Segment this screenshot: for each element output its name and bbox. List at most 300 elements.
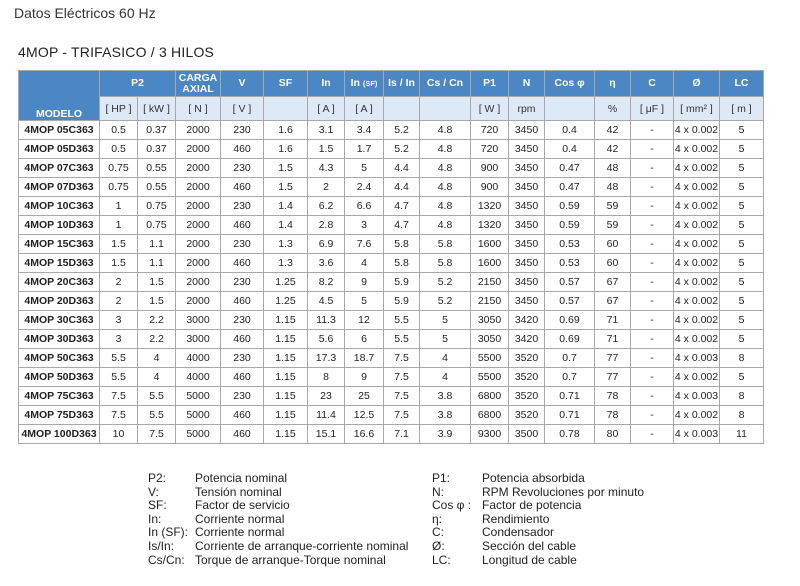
table-cell: 0.53 <box>545 235 595 254</box>
legend-key: V: <box>148 484 159 499</box>
table-cell: - <box>631 330 674 349</box>
table-cell: 230 <box>221 311 264 330</box>
table-cell: 720 <box>471 140 509 159</box>
table-cell: 3450 <box>509 216 545 235</box>
table-cell: - <box>631 140 674 159</box>
table-cell: 900 <box>471 159 509 178</box>
table-cell: 460 <box>221 368 264 387</box>
table-body <box>19 121 764 444</box>
table-cell: 7.5 <box>384 349 420 368</box>
table-cell: 1.5 <box>264 159 308 178</box>
table-cell: 3450 <box>509 178 545 197</box>
table-cell: 4 x 0.002 <box>674 330 720 349</box>
header-c: C <box>631 71 674 97</box>
unit-in: [ A ] <box>308 97 345 121</box>
table-cell: 4.4 <box>384 159 420 178</box>
table-cell: 230 <box>221 235 264 254</box>
table-cell: 3520 <box>509 368 545 387</box>
table-cell: - <box>631 311 674 330</box>
model-cell: 4MOP 50D363 <box>19 368 100 387</box>
table-cell: 3420 <box>509 330 545 349</box>
table-cell: 5.8 <box>420 235 471 254</box>
table-cell: 0.55 <box>138 178 176 197</box>
table-cell: 5 <box>720 121 764 140</box>
table-cell: 4.5 <box>308 292 345 311</box>
legend-key: C: <box>432 525 444 540</box>
table-cell: 1.5 <box>264 178 308 197</box>
table-cell: 0.75 <box>138 197 176 216</box>
table-cell: 42 <box>595 121 631 140</box>
table-cell: 720 <box>471 121 509 140</box>
legend-desc: Potencia absorbida <box>482 471 585 485</box>
legend-item <box>432 499 644 513</box>
table-cell: 3.9 <box>420 425 471 444</box>
table-cell: 4 x 0.002 <box>674 197 720 216</box>
unit-hp: [ HP ] <box>100 97 138 121</box>
table-cell: 25 <box>345 387 384 406</box>
table-cell: 460 <box>221 406 264 425</box>
unit-uf: [ μF ] <box>631 97 674 121</box>
table-cell: 0.59 <box>545 216 595 235</box>
table-cell: - <box>631 368 674 387</box>
table-cell: 5.5 <box>100 368 138 387</box>
table-cell: 67 <box>595 292 631 311</box>
unit-is-in <box>384 97 420 121</box>
table-cell: 1.7 <box>345 140 384 159</box>
table-cell: - <box>631 216 674 235</box>
legend-right <box>432 472 644 567</box>
unit-kw: [ kW ] <box>138 97 176 121</box>
table-cell: 2000 <box>176 235 221 254</box>
table-cell: 2 <box>308 178 345 197</box>
table-cell: 4 x 0.002 <box>674 235 720 254</box>
table-cell: 1.3 <box>264 235 308 254</box>
table-cell: 4.8 <box>420 159 471 178</box>
table-cell: 460 <box>221 178 264 197</box>
table-cell: 1.15 <box>264 425 308 444</box>
model-cell: 4MOP 50C363 <box>19 349 100 368</box>
table-cell: 17.3 <box>308 349 345 368</box>
legend-desc: Torque de arranque-Torque nominal <box>195 552 386 567</box>
table-cell: 5 <box>720 254 764 273</box>
table-cell: 4 x 0.002 <box>674 292 720 311</box>
table-cell: 5000 <box>176 406 221 425</box>
model-cell: 4MOP 07D363 <box>19 178 100 197</box>
table-cell: 48 <box>595 178 631 197</box>
unit-mm2: [ mm² ] <box>674 97 720 121</box>
table-cell: 4.8 <box>420 178 471 197</box>
table-cell: 1.5 <box>100 254 138 273</box>
model-cell: 4MOP 15D363 <box>19 254 100 273</box>
table-cell: 7.5 <box>384 387 420 406</box>
legend-key: P2: <box>148 471 167 485</box>
electrical-data-table <box>18 70 764 444</box>
table-cell: 4 x 0.002 <box>674 406 720 425</box>
model-cell: 4MOP 75C363 <box>19 387 100 406</box>
table-cell: 78 <box>595 406 631 425</box>
table-cell: 4 <box>138 368 176 387</box>
legend-key: Cos φ : <box>432 498 472 513</box>
model-cell: 4MOP 75D363 <box>19 406 100 425</box>
table-cell: 1.1 <box>138 254 176 273</box>
table-cell: 4 x 0.003 <box>674 425 720 444</box>
table-cell: 59 <box>595 197 631 216</box>
table-cell: 460 <box>221 292 264 311</box>
table-cell: 3450 <box>509 121 545 140</box>
table-cell: 12 <box>345 311 384 330</box>
table-cell: 3450 <box>509 197 545 216</box>
table-cell: 3 <box>100 330 138 349</box>
table-cell: 1.1 <box>138 235 176 254</box>
legend-item <box>432 554 644 568</box>
table-cell: 4 x 0.003 <box>674 349 720 368</box>
table-cell: 5.5 <box>138 387 176 406</box>
table-cell: 5 <box>720 330 764 349</box>
header-cs-cn: Cs / Cn <box>420 71 471 97</box>
model-cell: 4MOP 07C363 <box>19 159 100 178</box>
table-cell: - <box>631 425 674 444</box>
table-cell: 5.5 <box>138 406 176 425</box>
table-cell: 67 <box>595 273 631 292</box>
table-cell: 5 <box>420 311 471 330</box>
table-cell: 4 <box>138 349 176 368</box>
table-row <box>19 292 764 311</box>
table-row <box>19 140 764 159</box>
unit-sf <box>264 97 308 121</box>
table-cell: 78 <box>595 387 631 406</box>
header-o: Ø <box>674 71 720 97</box>
table-cell: 8 <box>720 349 764 368</box>
table-cell: 2000 <box>176 254 221 273</box>
header-p1: P1 <box>471 71 509 97</box>
unit-v: [ V ] <box>221 97 264 121</box>
table-cell: 6.2 <box>308 197 345 216</box>
header-v: V <box>221 71 264 97</box>
table-cell: 12.5 <box>345 406 384 425</box>
table-row <box>19 273 764 292</box>
table-cell: 0.59 <box>545 197 595 216</box>
table-cell: - <box>631 387 674 406</box>
table-cell: 3420 <box>509 311 545 330</box>
table-cell: 1.25 <box>264 292 308 311</box>
table-row <box>19 330 764 349</box>
table-cell: - <box>631 349 674 368</box>
table-cell: - <box>631 178 674 197</box>
table-cell: 4.7 <box>384 216 420 235</box>
table-cell: 230 <box>221 349 264 368</box>
table-cell: 1 <box>100 216 138 235</box>
table-cell: 4000 <box>176 349 221 368</box>
table-cell: 4 x 0.002 <box>674 368 720 387</box>
table-cell: 3500 <box>509 425 545 444</box>
table-cell: 3450 <box>509 254 545 273</box>
table-row <box>19 159 764 178</box>
unit-in-sf: [ A ] <box>345 97 384 121</box>
model-cell: 4MOP 10D363 <box>19 216 100 235</box>
legend-key: Ø: <box>432 538 445 553</box>
table-cell: 5 <box>420 330 471 349</box>
table-cell: 8 <box>720 387 764 406</box>
table-cell: 5.8 <box>420 254 471 273</box>
table-cell: 6.6 <box>345 197 384 216</box>
table-cell: 230 <box>221 387 264 406</box>
model-cell: 4MOP 100D363 <box>19 425 100 444</box>
table-cell: 5.2 <box>384 140 420 159</box>
legend-desc: Corriente de arranque-corriente nominal <box>195 538 409 553</box>
table-cell: - <box>631 406 674 425</box>
table-cell: 7.5 <box>138 425 176 444</box>
table-cell: 6800 <box>471 406 509 425</box>
table-cell: 4.8 <box>420 121 471 140</box>
table-cell: 0.5 <box>100 121 138 140</box>
unit-rpm: rpm <box>509 97 545 121</box>
table-cell: 4 <box>420 368 471 387</box>
legend-item <box>148 472 408 486</box>
table-cell: 15.1 <box>308 425 345 444</box>
table-cell: 71 <box>595 330 631 349</box>
table-cell: 11.3 <box>308 311 345 330</box>
legend-desc: Rendimiento <box>482 511 550 526</box>
table-row <box>19 406 764 425</box>
table-cell: 5000 <box>176 425 221 444</box>
table-cell: 0.47 <box>545 178 595 197</box>
table-cell: 3450 <box>509 140 545 159</box>
legend-key: Is/In: <box>148 538 175 553</box>
legend-item <box>432 513 644 527</box>
table-cell: 0.71 <box>545 387 595 406</box>
table-cell: 2000 <box>176 159 221 178</box>
table-cell: 7.5 <box>100 387 138 406</box>
table-cell: 1600 <box>471 254 509 273</box>
model-cell: 4MOP 20D363 <box>19 292 100 311</box>
table-cell: 4.7 <box>384 197 420 216</box>
table-cell: 2.8 <box>308 216 345 235</box>
table-cell: 1320 <box>471 216 509 235</box>
table-cell: 9 <box>345 368 384 387</box>
table-cell: 2.2 <box>138 311 176 330</box>
table-cell: 4 x 0.002 <box>674 311 720 330</box>
table-cell: 1 <box>100 197 138 216</box>
table-cell: 5.5 <box>384 311 420 330</box>
header-is-in: Is / In <box>384 71 420 97</box>
model-cell: 4MOP 05D363 <box>19 140 100 159</box>
table-cell: 4 x 0.002 <box>674 254 720 273</box>
table-cell: 2000 <box>176 292 221 311</box>
legend-key: N: <box>432 484 444 499</box>
table-cell: 2 <box>100 273 138 292</box>
unit-m: [ m ] <box>720 97 764 121</box>
table-cell: 7.5 <box>384 406 420 425</box>
table-cell: 1.15 <box>264 311 308 330</box>
table-cell: 4 x 0.002 <box>674 216 720 235</box>
table-cell: 4.8 <box>420 197 471 216</box>
header-lc: LC <box>720 71 764 97</box>
table-cell: 3450 <box>509 159 545 178</box>
legend-desc: Tensión nominal <box>195 484 282 499</box>
header-carga-line2: AXIAL <box>182 82 214 95</box>
table-cell: 3.8 <box>420 387 471 406</box>
table-cell: 10 <box>100 425 138 444</box>
table-cell: 77 <box>595 349 631 368</box>
legend-desc: RPM Revoluciones por minuto <box>482 484 645 499</box>
legend-key: LC: <box>432 552 451 567</box>
legend-key: SF: <box>148 498 167 513</box>
table-row <box>19 368 764 387</box>
legend-desc: Longitud de cable <box>482 552 577 567</box>
table-cell: 5.8 <box>384 254 420 273</box>
table-cell: 0.55 <box>138 159 176 178</box>
table-cell: 230 <box>221 273 264 292</box>
table-cell: 0.69 <box>545 330 595 349</box>
table-cell: 3000 <box>176 330 221 349</box>
table-row <box>19 311 764 330</box>
table-cell: 1.5 <box>138 273 176 292</box>
legend-item <box>148 526 408 540</box>
table-cell: 4.8 <box>420 216 471 235</box>
table-cell: 4 x 0.002 <box>674 273 720 292</box>
table-cell: 1.5 <box>100 235 138 254</box>
table-cell: 4 x 0.002 <box>674 121 720 140</box>
table-cell: 3050 <box>471 330 509 349</box>
table-cell: 3.4 <box>345 121 384 140</box>
table-cell: 2.4 <box>345 178 384 197</box>
header-carga-axial <box>176 71 221 97</box>
model-cell: 4MOP 30C363 <box>19 311 100 330</box>
table-cell: 2150 <box>471 273 509 292</box>
table-cell: 3520 <box>509 406 545 425</box>
legend-item <box>148 499 408 513</box>
table-cell: 1.4 <box>264 197 308 216</box>
table-cell: 4 <box>420 349 471 368</box>
legend-desc: Factor de servicio <box>195 498 290 513</box>
table-cell: 2000 <box>176 140 221 159</box>
header-n: N <box>509 71 545 97</box>
model-cell: 4MOP 10C363 <box>19 197 100 216</box>
table-row <box>19 235 764 254</box>
table-cell: 5.9 <box>384 273 420 292</box>
table-cell: 5 <box>720 273 764 292</box>
table-cell: 4 x 0.002 <box>674 140 720 159</box>
table-cell: 8 <box>308 368 345 387</box>
table-cell: 4 x 0.003 <box>674 387 720 406</box>
table-row <box>19 387 764 406</box>
table-cell: 1.5 <box>308 140 345 159</box>
table-cell: 1320 <box>471 197 509 216</box>
table-cell: 3.1 <box>308 121 345 140</box>
table-cell: 0.57 <box>545 292 595 311</box>
table-cell: 0.53 <box>545 254 595 273</box>
table-cell: - <box>631 197 674 216</box>
table-cell: 4 x 0.002 <box>674 159 720 178</box>
unit-n: [ N ] <box>176 97 221 121</box>
legend-key: η: <box>432 511 443 526</box>
legend-key: P1: <box>432 471 451 485</box>
table-cell: 230 <box>221 121 264 140</box>
table-cell: 460 <box>221 216 264 235</box>
table-cell: 0.5 <box>100 140 138 159</box>
table-title: 4MOP - TRIFASICO / 3 HILOS <box>18 44 215 60</box>
table-cell: 1.15 <box>264 349 308 368</box>
table-cell: 2 <box>100 292 138 311</box>
table-cell: 1.15 <box>264 330 308 349</box>
table-cell: 4.3 <box>308 159 345 178</box>
table-cell: 48 <box>595 159 631 178</box>
table-cell: 0.71 <box>545 406 595 425</box>
table-cell: 0.7 <box>545 349 595 368</box>
table-cell: 5.8 <box>384 235 420 254</box>
table-cell: 11 <box>720 425 764 444</box>
table-cell: 2000 <box>176 121 221 140</box>
unit-cs-cn <box>420 97 471 121</box>
table-cell: 1.15 <box>264 368 308 387</box>
table-cell: 4.8 <box>420 140 471 159</box>
unit-percent: % <box>595 97 631 121</box>
table-row <box>19 216 764 235</box>
table-cell: 1.6 <box>264 140 308 159</box>
table-cell: 77 <box>595 368 631 387</box>
table-cell: 5 <box>720 311 764 330</box>
table-cell: 6 <box>345 330 384 349</box>
table-cell: 42 <box>595 140 631 159</box>
table-cell: 18.7 <box>345 349 384 368</box>
legend-item <box>148 540 408 554</box>
table-cell: 0.37 <box>138 121 176 140</box>
header-in: In <box>308 71 345 97</box>
unit-cos <box>545 97 595 121</box>
table-cell: 5 <box>345 292 384 311</box>
table-cell: 2150 <box>471 292 509 311</box>
table-cell: 60 <box>595 235 631 254</box>
table-cell: 0.78 <box>545 425 595 444</box>
table-cell: 3 <box>345 216 384 235</box>
table-cell: 460 <box>221 140 264 159</box>
table-cell: 5 <box>720 235 764 254</box>
model-cell: 4MOP 15C363 <box>19 235 100 254</box>
table-cell: - <box>631 235 674 254</box>
table-cell: 5500 <box>471 349 509 368</box>
header-in-sf-sub: (SF) <box>362 79 378 88</box>
table-cell: 3050 <box>471 311 509 330</box>
table-cell: 3520 <box>509 349 545 368</box>
header-carga-line1: CARGA <box>178 71 218 84</box>
table-cell: 1.25 <box>264 273 308 292</box>
table-cell: 4000 <box>176 368 221 387</box>
table-cell: 1.15 <box>264 387 308 406</box>
table-cell: 5.2 <box>420 292 471 311</box>
legend-key: Cs/Cn: <box>148 552 185 567</box>
unit-w: [ W ] <box>471 97 509 121</box>
table-cell: 9 <box>345 273 384 292</box>
table-cell: 4.4 <box>384 178 420 197</box>
table-cell: 5 <box>720 159 764 178</box>
table-row <box>19 121 764 140</box>
table-cell: 5.9 <box>384 292 420 311</box>
table-cell: 4 <box>345 254 384 273</box>
table-cell: 0.37 <box>138 140 176 159</box>
table-cell: 11.4 <box>308 406 345 425</box>
table-cell: 1.4 <box>264 216 308 235</box>
table-cell: - <box>631 254 674 273</box>
table-cell: 5 <box>720 216 764 235</box>
table-cell: 23 <box>308 387 345 406</box>
table-cell: 2.2 <box>138 330 176 349</box>
legend-desc: Factor de potencia <box>482 498 582 513</box>
table-cell: 2000 <box>176 197 221 216</box>
legend-desc: Sección del cable <box>482 538 577 553</box>
table-cell: 4 x 0.002 <box>674 178 720 197</box>
table-cell: 6.9 <box>308 235 345 254</box>
header-in-sf <box>345 71 384 97</box>
